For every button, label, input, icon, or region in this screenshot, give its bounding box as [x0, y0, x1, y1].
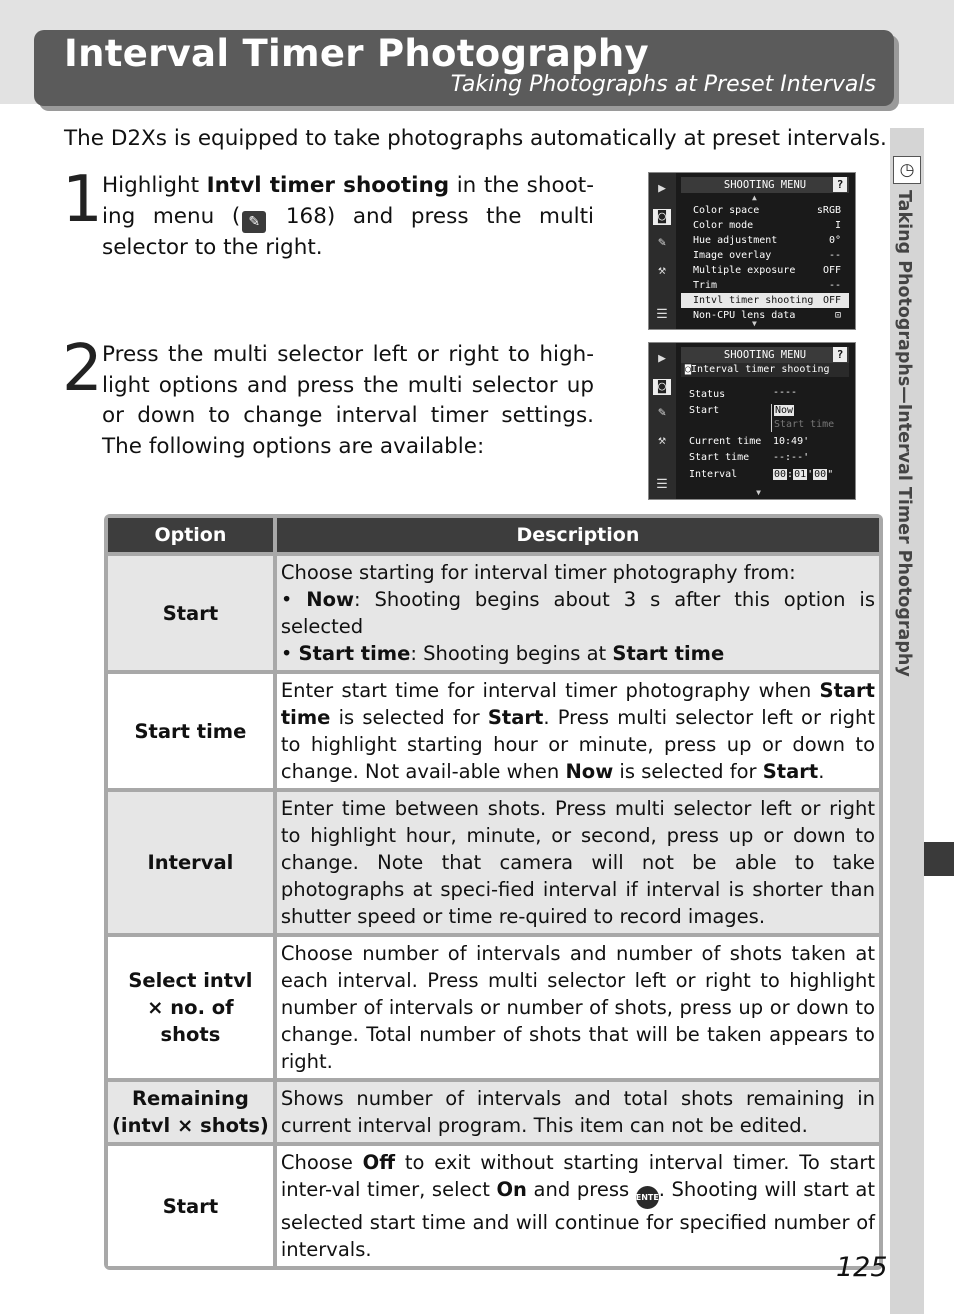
column-header-description: Description	[277, 518, 879, 552]
timer-icon: ◷	[893, 156, 921, 184]
option-cell: Remaining (intvl × shots)	[108, 1082, 273, 1142]
option-cell: Start	[108, 1146, 273, 1266]
scroll-down-icon: ▼	[756, 488, 761, 497]
lcd-interval-timer	[648, 342, 856, 500]
help-icon: ?	[833, 177, 847, 192]
step-2	[62, 332, 602, 470]
menu-row: Multiple exposure OFF	[693, 265, 841, 276]
option-cell: Select intvl × no. of shots	[108, 937, 273, 1078]
page-title: Interval Timer Photography	[64, 32, 649, 75]
options-table	[104, 514, 883, 1270]
enter-button-icon: ENTER	[636, 1186, 659, 1209]
step-text: Highlight Intvl timer shooting in the shoot-ing menu ( ✎ 168) and press the multi selector to the right.	[102, 173, 594, 260]
description-cell: Shows number of intervals and total shots remaining in current interval program. This item can not be edited.	[277, 1082, 879, 1142]
start-time-value: --:--'	[773, 452, 810, 463]
playback-icon: ▶	[658, 181, 666, 196]
step-number: 1	[62, 163, 103, 237]
start-time-option: Start time	[774, 419, 835, 430]
menu-row: Image overlay --	[693, 250, 841, 261]
option-cell: Start time	[108, 674, 273, 788]
page-number: 125	[836, 1252, 888, 1283]
description-cell: Choose Off to exit without starting interval timer. To start inter-val timer, select On and press ENTER. Shooting will start at selected start time and will continue for specified number of intervals.	[277, 1146, 879, 1266]
start-label: Start	[689, 405, 720, 416]
start-time-label: Start time	[689, 452, 750, 463]
step-text: Press the multi selector left or right to high-light options and press the multi selector up or down to change interval timer settings. The following options are available:	[102, 342, 594, 459]
table-row	[108, 556, 879, 670]
table-row	[108, 1146, 879, 1266]
column-header-option: Option	[108, 518, 273, 552]
lcd-title: SHOOTING MENU	[681, 347, 849, 363]
section-sidebar	[890, 128, 924, 1314]
playback-icon: ▶	[658, 351, 666, 366]
current-time-value: 10:49'	[773, 436, 810, 447]
table-row	[108, 674, 879, 788]
sidebar-label: Taking Photographs—Interval Timer Photography	[894, 190, 914, 677]
menu-row: Hue adjustment 0°	[693, 235, 841, 246]
menu-reference-icon: ✎	[242, 211, 266, 233]
table-row	[108, 937, 879, 1078]
camera-icon: ◙	[653, 209, 671, 225]
lcd-title: SHOOTING MENU	[681, 177, 849, 193]
section-tab	[924, 842, 954, 876]
status-value: ----	[773, 387, 798, 398]
current-time-label: Current time	[689, 436, 762, 447]
description-cell: Choose starting for interval timer photography from: • Now: Shooting begins about 3 s after this option is selected • Start time: Shooting begins at Start time	[277, 556, 879, 670]
recent-settings-icon: ☰	[656, 307, 668, 322]
menu-tab-strip	[649, 173, 676, 329]
start-options	[771, 404, 834, 432]
description-cell: Enter start time for interval timer photography when Start time is selected for Start. Press multi selector left or right to highlight starting hour or minute, press up or down to change. Not avail-able when Now is selected for Start.	[277, 674, 879, 788]
table-row	[108, 792, 879, 933]
pencil-icon: ✎	[658, 405, 666, 420]
intro-text: The D2Xs is equipped to take photographs automatically at preset intervals.	[64, 126, 887, 151]
scroll-down-icon: ▼	[752, 319, 757, 328]
page-subtitle: Taking Photographs at Preset Intervals	[450, 72, 876, 97]
description-cell: Enter time between shots. Press multi selector left or right to highlight hour, minute, or second, press up or down to change. Note that camera will not be able to take photographs at speci-fied interval if interval is shorter than shutter speed or time re-quired to record images.	[277, 792, 879, 933]
menu-row: Non-CPU lens data ⊡	[693, 310, 841, 321]
description-cell: Choose number of intervals and number of shots taken at each interval. Press multi selector left or right to highlight number of intervals or number of shots, press up or down to change. Total number of shots that will be taken appears to right.	[277, 937, 879, 1078]
menu-row: Trim --	[693, 280, 841, 291]
option-cell: Interval	[108, 792, 273, 933]
camera-icon: ◙	[653, 379, 671, 395]
pencil-icon: ✎	[658, 235, 666, 250]
interval-value: 00:01'00"	[774, 469, 834, 480]
recent-settings-icon: ☰	[656, 477, 668, 492]
menu-row: Color space sRGB	[693, 205, 841, 216]
wrench-icon: ⚒	[658, 433, 666, 448]
help-icon: ?	[833, 347, 847, 362]
start-now-option: Now	[775, 405, 794, 416]
lcd-shooting-menu	[648, 172, 856, 330]
menu-row: Color mode I	[693, 220, 841, 231]
table-row	[108, 1082, 879, 1142]
lcd-subtitle: ◙Interval timer shooting	[681, 363, 849, 377]
wrench-icon: ⚒	[658, 263, 666, 278]
status-label: Status	[689, 389, 726, 400]
scroll-up-icon: ▲	[752, 193, 757, 202]
step-number: 2	[62, 332, 103, 406]
camera-icon: ◙	[685, 364, 692, 375]
menu-tab-strip	[649, 343, 676, 499]
step-1	[62, 163, 602, 291]
menu-row-highlighted: Intvl timer shooting OFF	[681, 293, 849, 308]
table-header-row	[108, 518, 879, 552]
interval-label: Interval	[689, 469, 738, 480]
page-header	[34, 30, 894, 106]
option-cell: Start	[108, 556, 273, 670]
menu-rows	[681, 203, 849, 323]
